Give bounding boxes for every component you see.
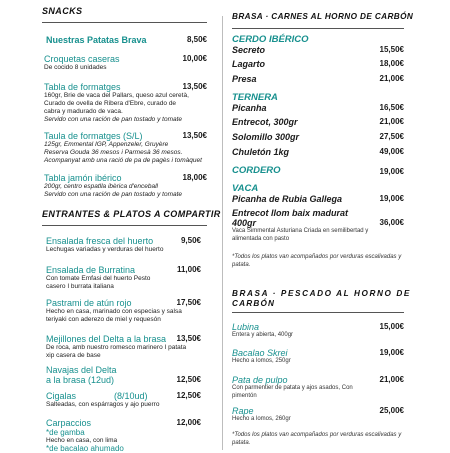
item-desc-rape: Hecho a lomos, 260gr [232, 416, 291, 422]
item-desc-formatges: 160gr, Brie de vaca del Pallars, queso azul ceretà, Curado de ovella de Ribera d'Ebre, curado de cabra y madurado de vaca. [44, 92, 189, 115]
column-divider [222, 16, 223, 450]
item-desc-bacalao: Hecho a lomos, 250gr [232, 358, 291, 364]
item-name-patatas: Nuestras Patatas Brava [46, 35, 147, 45]
item-price-carpaccios: 12,00€ [176, 418, 201, 427]
item-price-mejillones: 13,50€ [176, 334, 201, 343]
item-desc-jamon: 200gr, centro espatlla ibèrica d'enceball [44, 183, 158, 190]
item-price-formatges: 13,50€ [182, 82, 207, 91]
item-name-formatges: Tabla de formatges [44, 82, 121, 92]
item-name-rape: Rape [232, 406, 254, 416]
item-price-rape: 25,00€ [379, 406, 404, 415]
item-desc-burratina: Con tomate Emfasi del huerto Pesto casero I burrata italiana [46, 275, 151, 290]
item-name-entrecot-llom-line2: 400gr [232, 218, 257, 228]
pescado-divider [232, 312, 404, 313]
item-desc-ensalada: Lechugas variadas y verduras del huerto [46, 246, 164, 253]
item-name-entrecot-llom-line1: Entrecot llom baix madurat [232, 208, 349, 218]
note-carnes: *Todos los platos van acompañados por verduras escalivadas y patata. [232, 254, 402, 268]
item-name-taula: Taula de formatges (S/L) [44, 131, 143, 141]
category-ternera: TERNERA [232, 92, 278, 103]
item-sub-carpaccios-gamba: *de gamba [46, 428, 85, 437]
snacks-divider [42, 22, 207, 23]
item-qty-cigalas: (8/10ud) [114, 391, 148, 401]
item-desc-mejillones: De roca, amb nuestro romesco marinero I patata xip casera de base [46, 344, 187, 359]
item-name-lagarto: Lagarto [232, 59, 266, 69]
item-price-cigalas: 12,50€ [176, 391, 201, 400]
item-name-carpaccios: Carpaccios [46, 418, 92, 428]
item-price-pulpo: 21,00€ [379, 375, 404, 384]
item-name-lubina: Lubina [232, 322, 260, 332]
item-price-presa: 21,00€ [379, 74, 404, 83]
item-name-ensalada: Ensalada fresca del huerto [46, 236, 154, 246]
entrantes-title: ENTRANTES & PLATOS A COMPARTIR [42, 209, 221, 219]
pescado-title-line2: CARBÓN [232, 299, 276, 308]
item-price-croquetas: 10,00€ [182, 54, 207, 63]
item-desc-entrecot-llom: Vaca Simmental Asturiana Criada en semilibertad y alimentada con pasto [232, 228, 369, 242]
item-price-lagarto: 18,00€ [379, 59, 404, 68]
item-desc-cigalas: Salteadas, con espárragos y ajo puerro [46, 401, 160, 408]
item-desc-pastrami: Hecho en casa, marinado con especias y salsa teriyaki con aderezo de miel y requesón [46, 308, 182, 323]
category-vaca: VACA [232, 183, 259, 194]
item-price-entrecot300: 21,00€ [379, 117, 404, 126]
item-name-navajas-line2: a la brasa (12ud) [46, 375, 115, 385]
item-name-pastrami: Pastrami de atún rojo [46, 298, 132, 308]
item-price-jamon: 18,00€ [182, 173, 207, 182]
item-price-entrecot-llom: 36,00€ [379, 218, 404, 227]
item-name-solomillo: Solomillo 300gr [232, 132, 300, 142]
item-desc-pulpo: Con parmentier de patata y ajos asados, Con pimentón [232, 385, 353, 399]
item-price-solomillo: 27,50€ [379, 132, 404, 141]
carnes-divider [232, 28, 404, 29]
entrantes-divider [42, 225, 207, 226]
item-price-secreto: 15,50€ [379, 45, 404, 54]
item-desc-carpaccios: Hecho en casa, con lima [46, 437, 118, 444]
item-note-formatges: Servido con una ración de pan tostado y tomate [44, 116, 183, 123]
item-price-taula: 13,50€ [182, 131, 207, 140]
item-price-picanha-rubia: 19,00€ [379, 194, 404, 203]
item-name-secreto: Secreto [232, 45, 266, 55]
item-price-patatas: 8,50€ [186, 35, 207, 44]
item-name-pulpo: Pata de pulpo [232, 375, 288, 385]
item-price-chuleton: 49,00€ [379, 147, 404, 156]
category-cordero: CORDERO [232, 165, 281, 176]
item-desc-croquetas: De cocido 8 unidades [44, 64, 107, 71]
pescado-title-line1: BRASA · PESCADO AL HORNO DE [232, 289, 411, 298]
item-name-bacalao: Bacalao Skrei [232, 348, 288, 358]
item-desc-lubina: Entera y abierta, 400gr [232, 332, 294, 338]
item-desc-taula: 125gr, Emmental IGP, Appenzeler, Gruyère Reserva Gouda 36 mesos i Parmesà 36 mesos. [44, 141, 183, 156]
item-price-pastrami: 17,50€ [176, 298, 201, 307]
item-name-chuleton: Chuletón 1kg [232, 147, 290, 157]
item-name-entrecot300: Entrecot, 300gr [232, 117, 298, 127]
item-price-bacalao: 19,00€ [379, 348, 404, 357]
item-price-burratina: 11,00€ [176, 265, 201, 274]
item-name-navajas-line1: Navajas del Delta [46, 365, 117, 375]
item-price-navajas: 12,50€ [176, 375, 201, 384]
item-price-lubina: 15,00€ [379, 322, 404, 331]
item-note-taula: Acompanyat amb una ració de pa de pagès i tomàquet [44, 157, 202, 164]
item-name-croquetas: Croquetas caseras [44, 54, 120, 64]
item-price-picanha: 16,50€ [379, 103, 404, 112]
item-name-picanha: Picanha [232, 103, 267, 113]
snacks-title: SNACKS [42, 6, 83, 16]
item-price-cordero: 19,00€ [379, 167, 404, 176]
item-note-jamon: Servido con una ración de pan tostado y tomate [44, 191, 183, 198]
item-name-jamon: Tabla jamón ibérico [44, 173, 122, 183]
item-name-cigalas: Cigalas [46, 391, 77, 401]
item-name-picanha-rubia: Picanha de Rubia Gallega [232, 194, 343, 204]
item-name-mejillones: Mejillones del Delta a la brasa [46, 334, 167, 344]
category-cerdo: CERDO IBÉRICO [232, 34, 309, 45]
carnes-title: BRASA · CARNES AL HORNO DE CARBÓN [232, 12, 414, 21]
item-sub-carpaccios-bacalao: *de bacalao ahumado [46, 444, 124, 453]
item-name-presa: Presa [232, 74, 257, 84]
item-price-ensalada: 9,50€ [180, 236, 201, 245]
item-name-burratina: Ensalada de Burratina [46, 265, 136, 275]
note-pescado: *Todos los platos van acompañados por verduras escalivadas y patata. [232, 432, 402, 446]
